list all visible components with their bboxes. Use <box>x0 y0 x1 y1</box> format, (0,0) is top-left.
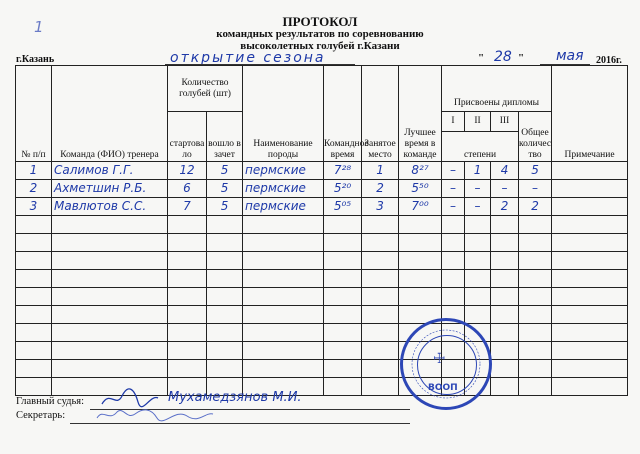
header-degrees: степени <box>442 132 519 162</box>
empty-cell <box>168 288 207 306</box>
row-breed: пермские <box>243 162 324 180</box>
official-seal <box>400 318 492 410</box>
empty-cell <box>519 360 552 378</box>
empty-table-row <box>16 288 628 306</box>
row-note <box>552 180 628 198</box>
empty-cell <box>207 216 243 234</box>
empty-cell <box>519 342 552 360</box>
empty-cell <box>243 288 324 306</box>
row-number: 2 <box>16 180 52 198</box>
row-degree-3: – <box>491 180 519 198</box>
empty-cell <box>442 270 465 288</box>
seal-emblem-icon: ☩ <box>433 352 446 367</box>
empty-cell <box>362 306 399 324</box>
date-open-quote: " <box>478 52 485 64</box>
empty-cell <box>52 270 168 288</box>
row-degree-3: 2 <box>491 198 519 216</box>
empty-cell <box>52 288 168 306</box>
empty-table-row <box>16 270 628 288</box>
empty-cell <box>207 360 243 378</box>
empty-cell <box>207 288 243 306</box>
empty-cell <box>399 216 442 234</box>
empty-cell <box>16 360 52 378</box>
date-year: 2016г. <box>596 55 622 66</box>
date-day: 28 <box>494 49 512 65</box>
seal-abbreviation: ВООП <box>428 383 458 393</box>
empty-cell <box>519 270 552 288</box>
empty-cell <box>324 234 362 252</box>
header-credited: вошло в зачет <box>207 112 243 162</box>
empty-cell <box>324 306 362 324</box>
empty-cell <box>491 324 519 342</box>
row-total: 2 <box>519 198 552 216</box>
empty-cell <box>243 324 324 342</box>
row-credited: 5 <box>207 198 243 216</box>
date-month: мая <box>556 48 584 64</box>
empty-cell <box>243 342 324 360</box>
secretary-label: Секретарь: <box>16 410 66 421</box>
empty-cell <box>362 270 399 288</box>
empty-cell <box>362 342 399 360</box>
empty-cell <box>207 342 243 360</box>
document-title: ПРОТОКОЛ <box>282 14 358 29</box>
header-total: Общее количество <box>519 112 552 162</box>
empty-cell <box>442 216 465 234</box>
results-body <box>16 162 628 396</box>
empty-cell <box>16 306 52 324</box>
empty-cell <box>16 342 52 360</box>
header-place: Занятое место <box>362 66 399 162</box>
empty-cell <box>324 378 362 396</box>
table-row <box>16 162 628 180</box>
empty-cell <box>491 306 519 324</box>
header-team: Команда (ФИО) тренера <box>52 66 168 162</box>
empty-cell <box>52 216 168 234</box>
secretary-signature <box>95 402 215 426</box>
chief-judge-name: Мухамедзянов М.И. <box>168 390 302 405</box>
row-note <box>552 198 628 216</box>
empty-cell <box>168 324 207 342</box>
empty-cell <box>519 378 552 396</box>
row-degree-1: – <box>442 162 465 180</box>
row-place: 2 <box>362 180 399 198</box>
empty-table-row <box>16 324 628 342</box>
row-degree-2: – <box>465 198 491 216</box>
header-degree-3: III <box>491 112 519 132</box>
empty-cell <box>491 378 519 396</box>
empty-table-row <box>16 234 628 252</box>
empty-cell <box>491 342 519 360</box>
row-started: 12 <box>168 162 207 180</box>
empty-cell <box>16 324 52 342</box>
empty-cell <box>52 306 168 324</box>
row-started: 7 <box>168 198 207 216</box>
row-team: Мавлютов С.С. <box>52 198 168 216</box>
header-degree-1: I <box>442 112 465 132</box>
header-diplomas: Присвоены дипломы <box>442 66 552 112</box>
empty-cell <box>16 252 52 270</box>
row-best-time: 5⁵⁰ <box>399 180 442 198</box>
empty-cell <box>243 360 324 378</box>
empty-cell <box>16 288 52 306</box>
empty-table-row <box>16 306 628 324</box>
date-close-quote: " <box>518 52 525 64</box>
empty-cell <box>491 234 519 252</box>
row-team: Салимов Г.Г. <box>52 162 168 180</box>
empty-cell <box>243 216 324 234</box>
table-row <box>16 198 628 216</box>
empty-cell <box>16 234 52 252</box>
row-breed: пермские <box>243 180 324 198</box>
empty-cell <box>52 360 168 378</box>
row-place: 3 <box>362 198 399 216</box>
document-subtitle-1: командных результатов по соревнованию <box>216 28 424 40</box>
empty-cell <box>519 252 552 270</box>
row-number: 1 <box>16 162 52 180</box>
empty-cell <box>362 288 399 306</box>
empty-cell <box>324 270 362 288</box>
empty-cell <box>465 234 491 252</box>
empty-cell <box>399 252 442 270</box>
empty-cell <box>491 288 519 306</box>
row-degree-1: – <box>442 180 465 198</box>
empty-cell <box>552 324 628 342</box>
row-degree-1: – <box>442 198 465 216</box>
empty-cell <box>16 378 52 396</box>
row-number: 3 <box>16 198 52 216</box>
row-team-time: 7²⁸ <box>324 162 362 180</box>
results-table <box>15 65 628 396</box>
empty-table-row <box>16 252 628 270</box>
empty-cell <box>491 360 519 378</box>
empty-cell <box>362 324 399 342</box>
empty-cell <box>399 270 442 288</box>
header-started: стартовало <box>168 112 207 162</box>
empty-cell <box>442 288 465 306</box>
empty-cell <box>491 216 519 234</box>
row-total: 5 <box>519 162 552 180</box>
row-degree-2: – <box>465 180 491 198</box>
row-breed: пермские <box>243 198 324 216</box>
empty-cell <box>442 234 465 252</box>
row-place: 1 <box>362 162 399 180</box>
empty-cell <box>243 306 324 324</box>
header-breed: Наименование породы <box>243 66 324 162</box>
empty-cell <box>552 288 628 306</box>
chief-judge-label: Главный судья: <box>16 396 85 407</box>
empty-cell <box>552 234 628 252</box>
empty-cell <box>362 378 399 396</box>
empty-cell <box>207 252 243 270</box>
page-number-mark: 1 <box>34 18 44 36</box>
row-best-time: 8²⁷ <box>399 162 442 180</box>
empty-cell <box>552 216 628 234</box>
empty-cell <box>168 234 207 252</box>
row-started: 6 <box>168 180 207 198</box>
empty-cell <box>399 234 442 252</box>
row-total: – <box>519 180 552 198</box>
empty-cell <box>519 306 552 324</box>
empty-table-row <box>16 216 628 234</box>
empty-cell <box>552 342 628 360</box>
row-team-time: 5⁰⁵ <box>324 198 362 216</box>
empty-cell <box>552 252 628 270</box>
empty-cell <box>243 234 324 252</box>
empty-cell <box>52 234 168 252</box>
empty-table-row <box>16 360 628 378</box>
empty-cell <box>207 306 243 324</box>
empty-cell <box>52 324 168 342</box>
empty-cell <box>168 360 207 378</box>
empty-cell <box>16 216 52 234</box>
header-note: Примечание <box>552 66 628 162</box>
empty-cell <box>552 306 628 324</box>
empty-cell <box>399 288 442 306</box>
empty-cell <box>168 252 207 270</box>
empty-cell <box>362 360 399 378</box>
empty-cell <box>52 252 168 270</box>
header-number: № п/п <box>16 66 52 162</box>
empty-cell <box>442 252 465 270</box>
empty-cell <box>362 234 399 252</box>
empty-cell <box>207 324 243 342</box>
empty-cell <box>362 216 399 234</box>
row-degree-3: 4 <box>491 162 519 180</box>
empty-cell <box>324 216 362 234</box>
document-subtitle-2: высоколетных голубей г.Казани <box>240 40 400 52</box>
empty-cell <box>552 270 628 288</box>
empty-cell <box>519 216 552 234</box>
table-row <box>16 180 628 198</box>
empty-cell <box>324 252 362 270</box>
empty-cell <box>168 270 207 288</box>
empty-cell <box>243 252 324 270</box>
header-team-time: Командное время <box>324 66 362 162</box>
row-team: Ахметшин Р.Б. <box>52 180 168 198</box>
empty-cell <box>324 360 362 378</box>
empty-cell <box>324 288 362 306</box>
city-label: г.Казань <box>16 54 55 65</box>
empty-cell <box>324 324 362 342</box>
row-degree-2: 1 <box>465 162 491 180</box>
header-best-time: Лучшее время в команде <box>399 66 442 162</box>
header-pigeon-count: Количество голубей (шт) <box>168 66 243 112</box>
empty-cell <box>207 270 243 288</box>
empty-cell <box>519 324 552 342</box>
row-team-time: 5²⁰ <box>324 180 362 198</box>
empty-cell <box>465 288 491 306</box>
empty-cell <box>491 252 519 270</box>
empty-cell <box>362 252 399 270</box>
row-best-time: 7⁰⁰ <box>399 198 442 216</box>
empty-cell <box>207 234 243 252</box>
empty-cell <box>465 270 491 288</box>
empty-cell <box>52 342 168 360</box>
row-credited: 5 <box>207 162 243 180</box>
empty-cell <box>324 342 362 360</box>
empty-cell <box>243 270 324 288</box>
empty-cell <box>168 306 207 324</box>
empty-table-row <box>16 342 628 360</box>
empty-cell <box>465 216 491 234</box>
empty-cell <box>16 270 52 288</box>
empty-cell <box>168 216 207 234</box>
row-note <box>552 162 628 180</box>
empty-cell <box>491 270 519 288</box>
empty-cell <box>465 252 491 270</box>
empty-cell <box>168 342 207 360</box>
header-degree-2: II <box>465 112 491 132</box>
empty-cell <box>519 288 552 306</box>
season-handwritten: открытие сезона <box>170 50 326 66</box>
empty-cell <box>552 378 628 396</box>
row-credited: 5 <box>207 180 243 198</box>
empty-cell <box>519 234 552 252</box>
empty-cell <box>552 360 628 378</box>
